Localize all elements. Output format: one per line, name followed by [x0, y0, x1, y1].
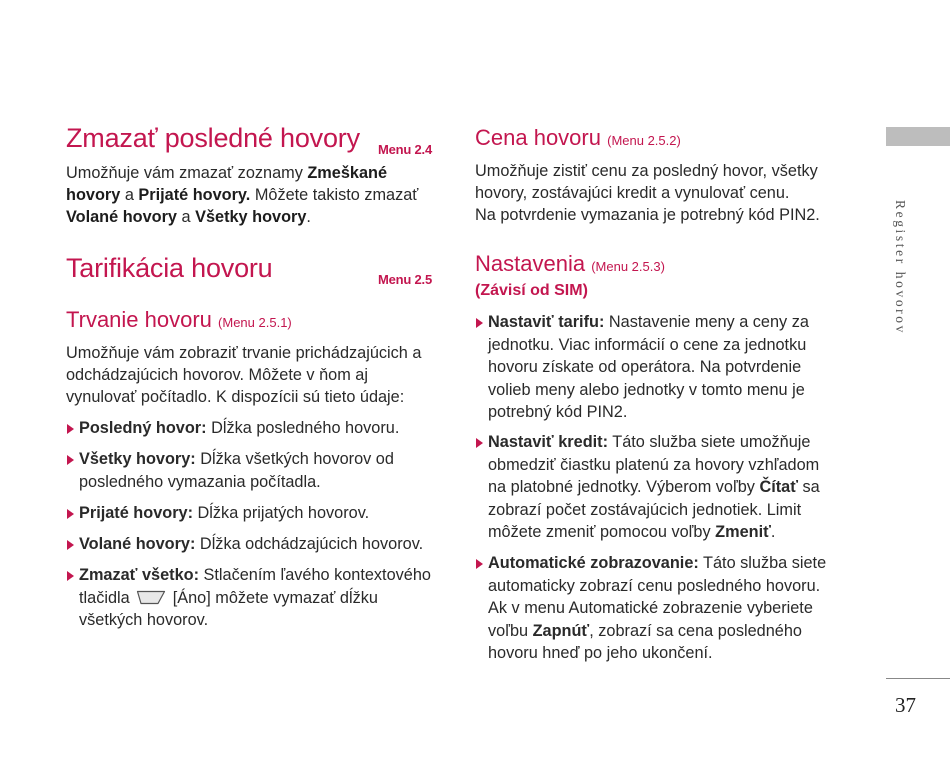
bullet-arrow-icon	[67, 424, 74, 434]
heading-zmazat-posledne-hovory: Zmazať posledné hovory Menu 2.4	[66, 123, 434, 153]
sim-dependency-note: (Závisí od SIM)	[475, 282, 588, 299]
bullet-item: Posledný hovor: Dĺžka posledného hovoru.	[66, 417, 431, 440]
bullet-arrow-icon	[67, 540, 74, 550]
bullet-item: Zmazať všetko: Stlačením ľavého kontextového tlačidla [Áno] môžete vymazať dĺžku všetkých hovorov.	[66, 564, 431, 632]
chapter-tab	[886, 127, 950, 146]
page-number: 37	[895, 693, 916, 717]
bullet-arrow-icon	[67, 509, 74, 519]
bullet-item: Prijaté hovory: Dĺžka prijatých hovorov.	[66, 502, 431, 525]
bullet-arrow-icon	[476, 559, 483, 569]
menu-ref: Menu 2.5	[377, 272, 432, 287]
chapter-label: Register hovorov	[893, 200, 908, 335]
bullet-item: Nastaviť tarifu: Nastavenie meny a ceny za jednotku. Viac informácií o cene za jednotku hovoru získate od operátora. Na potvrdenie volieb meny alebo jednotky v tomto menu je potrebný kód PIN2.	[475, 311, 828, 424]
heading-trvanie-hovoru: Trvanie hovoru (Menu 2.5.1)	[66, 307, 292, 332]
section-paragraph: Umožňuje vám zmazať zoznamy Zmeškané hovory a Prijaté hovory. Môžete takisto zmazať Volané hovory a Všetky hovory.	[66, 164, 419, 226]
menu-ref: (Menu 2.5.2)	[607, 133, 681, 148]
bullet-item: Volané hovory: Dĺžka odchádzajúcich hovorov.	[66, 533, 439, 556]
bullet-item: Nastaviť kredit: Táto služba siete umožňuje obmedziť čiastku platenú za hovory vzhľadom na platobné jednotky. Výberom voľby Čítať sa zobrazí počet zostávajúcich jednotiek. Limit môžete zmeniť pomocou voľby Zmeniť.	[475, 431, 830, 544]
bullet-item: Všetky hovory: Dĺžka všetkých hovorov od posledného vymazania počítadla.	[66, 448, 401, 493]
bullet-arrow-icon	[476, 318, 483, 328]
bullet-item: Automatické zobrazovanie: Táto služba siete automaticky zobrazí cenu posledného hovoru. Ak v menu Automatické zobrazenie vyberiete voľbu Zapnúť, zobrazí sa cena posledného hovoru hneď po jeho ukončení.	[475, 552, 830, 665]
menu-ref: Menu 2.4	[377, 142, 432, 157]
bullet-arrow-icon	[67, 571, 74, 581]
section-paragraph: Umožňuje zistiť cenu za posledný hovor, všetky hovory, zostávajúci kredit a vynulovať cenu. Na potvrdenie vymazania je potrebný kód PIN2.	[475, 162, 820, 224]
heading-tarifikacia-hovoru: Tarifikácia hovoru Menu 2.5	[66, 253, 434, 283]
page-divider	[886, 678, 950, 679]
heading-cena-hovoru: Cena hovoru (Menu 2.5.2)	[475, 125, 681, 150]
heading-nastavenia: Nastavenia (Menu 2.5.3)	[475, 251, 665, 276]
bullet-arrow-icon	[67, 455, 74, 465]
left-softkey-icon	[136, 590, 166, 605]
menu-ref: (Menu 2.5.3)	[591, 259, 665, 274]
menu-ref: (Menu 2.5.1)	[218, 315, 292, 330]
bullet-arrow-icon	[476, 438, 483, 448]
section-paragraph: Umožňuje vám zobraziť trvanie prichádzajúcich a odchádzajúcich hovorov. Môžete v ňom aj vynulovať počítadlo. K dispozícii sú tieto údaje:	[66, 344, 422, 406]
